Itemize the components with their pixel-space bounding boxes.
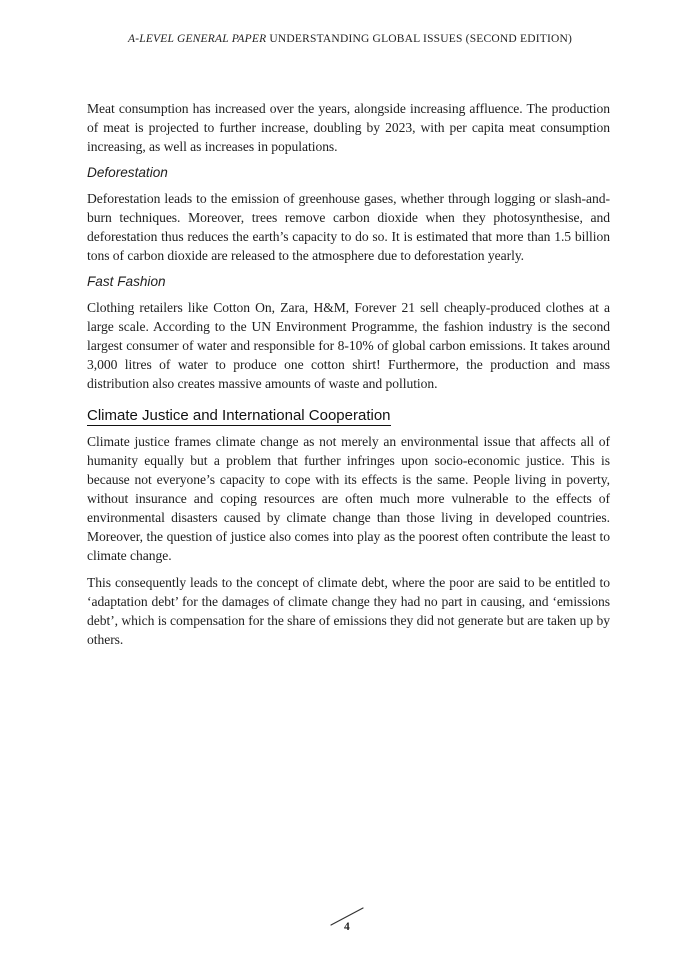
fast-fashion-paragraph: Clothing retailers like Cotton On, Zara, H&M, Forever 21 sell cheaply-produced clothes at a large scale. According to the UN Environment Programme, the fashion industry is the second largest consumer of water and responsible for 8-10% of global carbon emissions. It takes around 3,000 litres of water to produce one cotton shirt! Furthermore, the production and mass distribution also creates massive amounts of waste and pollution. [87, 300, 610, 391]
deforestation-paragraph: Deforestation leads to the emission of greenhouse gases, whether through logging or slash-and-burn techniques. Moreover, trees remove carbon dioxide when they photosynthesise, and deforestation thus reduces the earth’s capacity to do so. It is estimated that more than 1.5 billion tons of carbon dioxide are released to the atmosphere due to deforestation yearly. [87, 191, 610, 263]
page-footer [325, 905, 375, 939]
page-number: 4 [344, 921, 350, 933]
header-series: A-LEVEL GENERAL PAPER [127, 33, 267, 45]
page-number-slash-decoration [325, 905, 375, 939]
climate-justice-paragraph-2: This consequently leads to the concept of climate debt, where the poor are said to be entitled to ‘adaptation debt’ for the damages of climate change they had no part in causing, and ‘emissions debt’, which is compensation for the share of emissions they did not generate but are taken up by others. [87, 575, 610, 647]
page-content [87, 99, 610, 657]
deforestation-heading: Deforestation [87, 165, 168, 180]
header-title: UNDERSTANDING GLOBAL ISSUES (SECOND EDITION) [269, 33, 573, 45]
climate-justice-paragraph-1: Climate justice frames climate change as not merely an environmental issue that affects all of humanity equally but a problem that further infringes upon socio-economic justice. This is because not everyone’s capacity to cope with its effects is the same. People living in poverty, without insurance and coping resources are often much more vulnerable to the effects of environmental disasters caused by climate change than those living in developed countries. Moreover, the question of justice also comes into play as the poorest often contribute the least to climate change. [87, 434, 610, 563]
running-header [0, 33, 700, 45]
climate-justice-heading-text: Climate Justice and International Cooperation [87, 407, 391, 424]
climate-justice-heading [87, 406, 610, 426]
fast-fashion-heading: Fast Fashion [87, 274, 166, 289]
intro-paragraph: Meat consumption has increased over the years, alongside increasing affluence. The production of meat is projected to further increase, doubling by 2023, with per capita meat consumption increasing, as well as increases in populations. [87, 101, 610, 154]
